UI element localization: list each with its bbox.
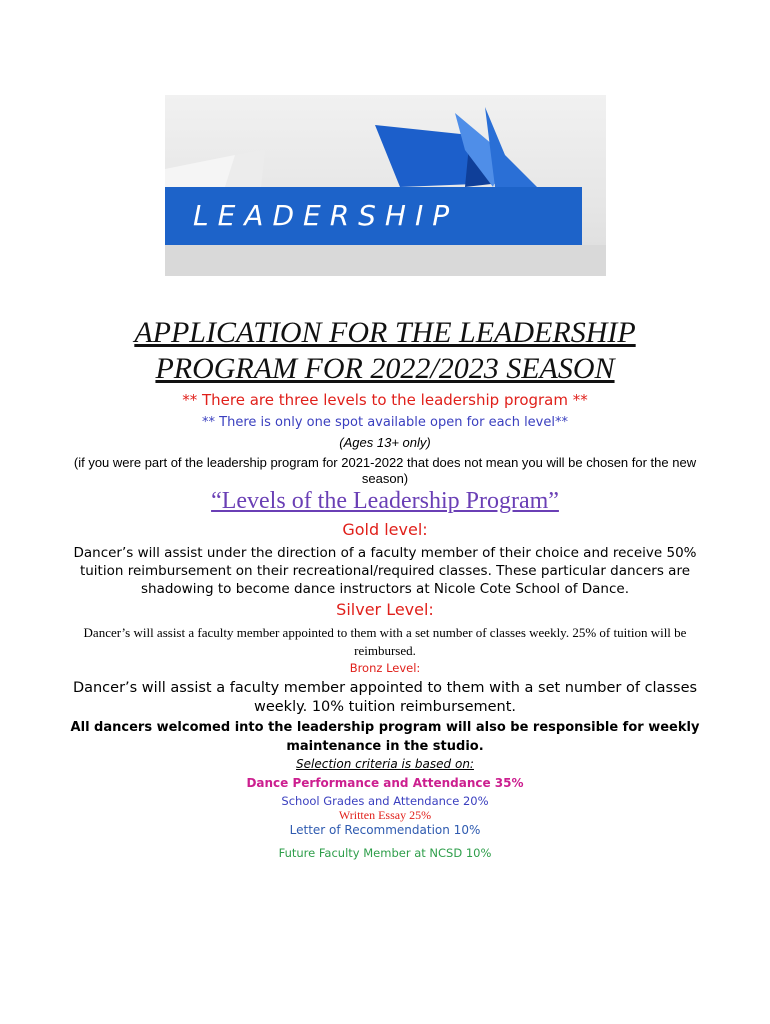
previous-season-note: (if you were part of the leadership program for 2021-2022 that does not mean you will be chosen for the new season) bbox=[73, 455, 697, 486]
maintenance-responsibility-note: All dancers welcomed into the leadership program will also be responsible for weekly maintenance in the studio. bbox=[70, 720, 700, 754]
criteria-item-recommendation: Letter of Recommendation 10% bbox=[289, 823, 481, 837]
gold-level-description: Dancer’s will assist under the direction of a faculty member of their choice and receive 50% tuition reimbursement on their recreational/required classes. These particular dancers are shadowing to become dance instructors at Nicole Cote School of Dance. bbox=[73, 545, 697, 597]
paper-boats-illustration bbox=[165, 95, 606, 276]
criteria-item-school-grades: School Grades and Attendance 20% bbox=[281, 794, 489, 808]
criteria-item-performance: Dance Performance and Attendance 35% bbox=[246, 776, 524, 790]
criteria-item-future-faculty: Future Faculty Member at NCSD 10% bbox=[278, 846, 492, 860]
banner-title: LEADERSHIP bbox=[193, 199, 459, 232]
silver-level-heading: Silver Level: bbox=[336, 600, 434, 619]
page-title bbox=[0, 315, 770, 387]
title-line-1: APPLICATION FOR THE LEADERSHIP bbox=[134, 316, 636, 349]
leadership-banner-image bbox=[165, 95, 606, 276]
gold-level-heading: Gold level: bbox=[342, 520, 428, 539]
one-spot-note: ** There is only one spot available open for each level** bbox=[202, 415, 568, 430]
ages-note: (Ages 13+ only) bbox=[339, 435, 431, 450]
levels-heading: “Levels of the Leadership Program” bbox=[211, 488, 559, 514]
silver-level-description: Dancer’s will assist a faculty member appointed to them with a set number of classes weekly. 25% of tuition will be reimbursed. bbox=[83, 625, 687, 658]
title-line-2: PROGRAM FOR 2022/2023 SEASON bbox=[155, 352, 615, 385]
selection-criteria-heading: Selection criteria is based on: bbox=[296, 757, 474, 771]
three-levels-note: ** There are three levels to the leadership program ** bbox=[182, 391, 588, 409]
criteria-item-essay: Written Essay 25% bbox=[338, 808, 432, 822]
bronz-level-description: Dancer’s will assist a faculty member appointed to them with a set number of classes weekly. 10% tuition reimbursement. bbox=[72, 680, 698, 715]
bronz-level-heading: Bronz Level: bbox=[349, 661, 421, 675]
